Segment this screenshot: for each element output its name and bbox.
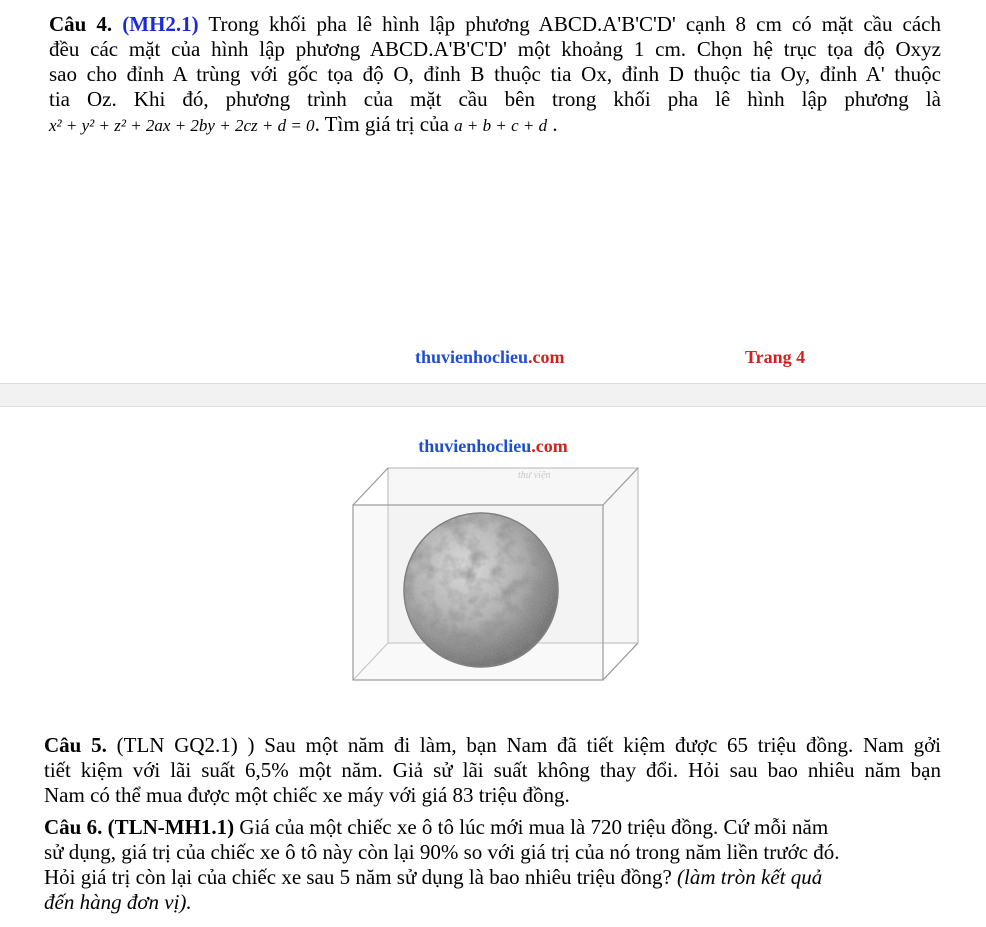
question-4	[49, 12, 941, 138]
q4-line-1	[49, 12, 941, 37]
q4-expression: a + b + c + d	[454, 116, 548, 135]
q6-note-2: đến hàng đơn vị).	[44, 890, 192, 914]
q6-text-1: Giá của một chiếc xe ô tô lúc mới mua là 720 triệu đồng. Cứ mỗi năm	[239, 815, 829, 839]
q4-equation: x² + y² + z² + 2ax + 2by + 2cz + d = 0	[49, 116, 315, 135]
crystal-cube-figure	[348, 463, 645, 706]
q6-label: Câu 6. (TLN-MH1.1)	[44, 815, 235, 839]
q4-code: (MH2.1)	[122, 12, 199, 36]
cube-watermark: thư viện	[518, 470, 551, 481]
q4-line-4: tia Oz. Khi đó, phương trình của mặt cầu bên trong khối pha lê hình lập phương là	[49, 87, 941, 111]
header-site-domain: .com	[531, 436, 568, 456]
q4-text-5: . Tìm giá trị của	[314, 112, 449, 136]
q6-note-1: (làm tròn kết quả	[677, 865, 823, 889]
footer-site-domain: .com	[528, 347, 565, 367]
q4-line-5	[49, 112, 941, 138]
q6-line-3	[44, 865, 941, 890]
q6-line-1	[44, 815, 941, 840]
footer-page-number: Trang 4	[745, 347, 806, 367]
q5-line-3: Nam có thể mua được một chiếc xe máy với giá 83 triệu đồng.	[44, 783, 570, 807]
q5-line-2: tiết kiệm với lãi suất 6,5% một năm. Giả sử lãi suất không thay đổi. Hỏi sau bao nhiêu năm bạn	[44, 758, 941, 782]
q5-text-1: (TLN GQ2.1) ) Sau một năm đi làm, bạn Nam đã tiết kiệm được 65 triệu đồng. Nam gởi	[116, 733, 942, 757]
question-5	[44, 733, 941, 808]
q6-line-4	[44, 890, 941, 915]
q6-line-2: sử dụng, giá trị của chiếc xe ô tô này còn lại 90% so với giá trị của nó trong năm liền trước đó.	[44, 840, 840, 864]
footer-site-name: thuvienhoclieu	[415, 347, 529, 367]
q4-period: .	[552, 112, 558, 136]
header-site-name: thuvienhoclieu	[418, 436, 532, 456]
q4-line-2: đều các mặt của hình lập phương ABCD.A'B'C'D' một khoảng 1 cm. Chọn hệ trục tọa độ Oxyz	[49, 37, 941, 61]
footer-site	[415, 347, 565, 368]
header-site	[0, 436, 986, 457]
page-break	[0, 383, 986, 407]
q4-label: Câu 4.	[49, 12, 113, 36]
q6-text-3: Hỏi giá trị còn lại của chiếc xe sau 5 năm sử dụng là bao nhiêu triệu đồng?	[44, 865, 672, 889]
q5-label: Câu 5.	[44, 733, 107, 757]
q4-text-1: Trong khối pha lê hình lập phương ABCD.A'B'C'D' cạnh 8 cm có mặt cầu cách	[208, 12, 942, 36]
question-6	[44, 815, 941, 915]
q5-line-1	[44, 733, 941, 758]
q4-line-3: sao cho đỉnh A trùng với gốc tọa độ O, đỉnh B thuộc tia Ox, đỉnh D thuộc tia Oy, đỉnh A' thuộc	[49, 62, 941, 86]
